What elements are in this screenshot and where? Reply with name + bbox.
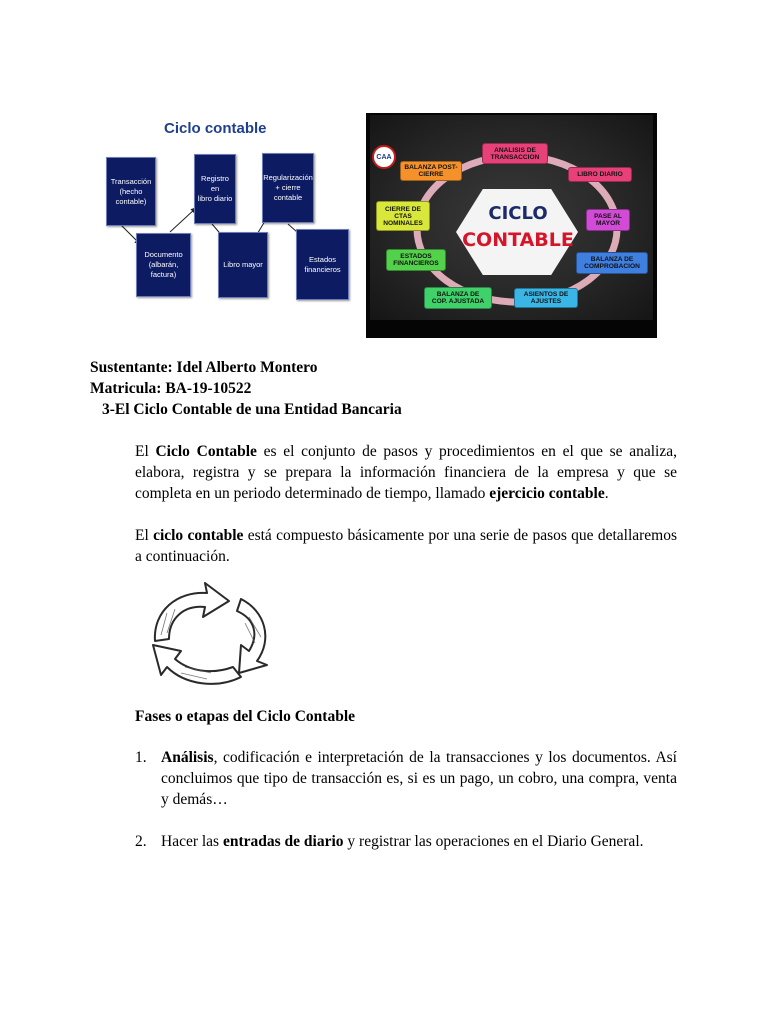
box-transaccion: Transacción (hecho contable) <box>106 157 156 226</box>
term-ciclo-contable: Ciclo Contable <box>155 443 257 460</box>
ciclo-contable-infographic <box>366 113 657 338</box>
list-number: 2. <box>135 833 147 850</box>
box-registro-libro-diario: Registro en libro diario <box>194 154 236 224</box>
arrow-connector <box>170 208 196 232</box>
matricula-line: Matricula: BA-19-10522 <box>90 380 252 397</box>
step-balanza-post-cierre: BALANZA POST- CIERRE <box>400 161 462 181</box>
step-estados-financieros: ESTADOS FINANCIEROS <box>386 249 446 271</box>
term-ciclo-contable-2: ciclo contable <box>153 527 244 544</box>
step-libro-diario: LIBRO DIARIO <box>568 167 632 182</box>
step-pase-al-mayor: PASE AL MAYOR <box>586 209 630 231</box>
step-asientos-ajustes: ASIENTOS DE AJUSTES <box>514 288 578 308</box>
ciclo-contable-flow-diagram <box>92 112 360 308</box>
list-item <box>135 831 677 875</box>
step-cierre-ctas-nominales: CIERRE DE CTAS NOMINALES <box>376 201 430 231</box>
infographic-panel <box>370 115 653 320</box>
box-regularizacion: Regularización + cierre contable <box>262 153 314 223</box>
box-estados-financieros: Estados financieros <box>296 229 349 300</box>
caa-logo: CAA <box>372 145 396 169</box>
step-balanza-comprobacion: BALANZA DE COMPROBACION <box>576 252 648 274</box>
cycle-arrows-icon <box>137 581 279 689</box>
sustentante-line: Sustentante: Idel Alberto Montero <box>90 359 318 376</box>
list-item-text: Análisis, codificación e interpretación de la transacciones y los documentos. Así concluimos que tipo de transacción es, si es un pago, un cobro, una compra, venta y demás… <box>161 749 677 808</box>
step-balanza-cop-ajustada: BALANZA DE COP. AJUSTADA <box>424 287 492 309</box>
term-ejercicio-contable: ejercicio contable <box>489 485 605 502</box>
list-number: 1. <box>135 749 147 766</box>
diagram-title: Ciclo contable <box>164 120 267 137</box>
topic-title: 3-El Ciclo Contable de una Entidad Bancaria <box>102 401 402 418</box>
intro-paragraph-1: El Ciclo Contable es el conjunto de pasos y procedimientos en el que se analiza, elabora, registra y se prepara la información financiera de la empresa y que se completa en un periodo determinado de tiempo, llamado ejercicio contable. <box>135 443 677 502</box>
box-libro-mayor: Libro mayor <box>218 232 268 298</box>
center-title-contable: CONTABLE <box>462 229 574 251</box>
list-item-text: Hacer las entradas de diario y registrar las operaciones en el Diario General. <box>161 833 644 850</box>
list-item <box>135 747 677 813</box>
center-title-ciclo: CICLO <box>488 203 548 224</box>
step-analisis-transaccion: ANALISIS DE TRANSACCION <box>482 143 548 164</box>
box-documento: Documento (albarán, factura) <box>136 233 191 297</box>
phases-heading: Fases o etapas del Ciclo Contable <box>135 708 356 725</box>
intro-paragraph-2: El ciclo contable está compuesto básicamente por una serie de pasos que detallaremos a continuación. <box>135 527 678 565</box>
